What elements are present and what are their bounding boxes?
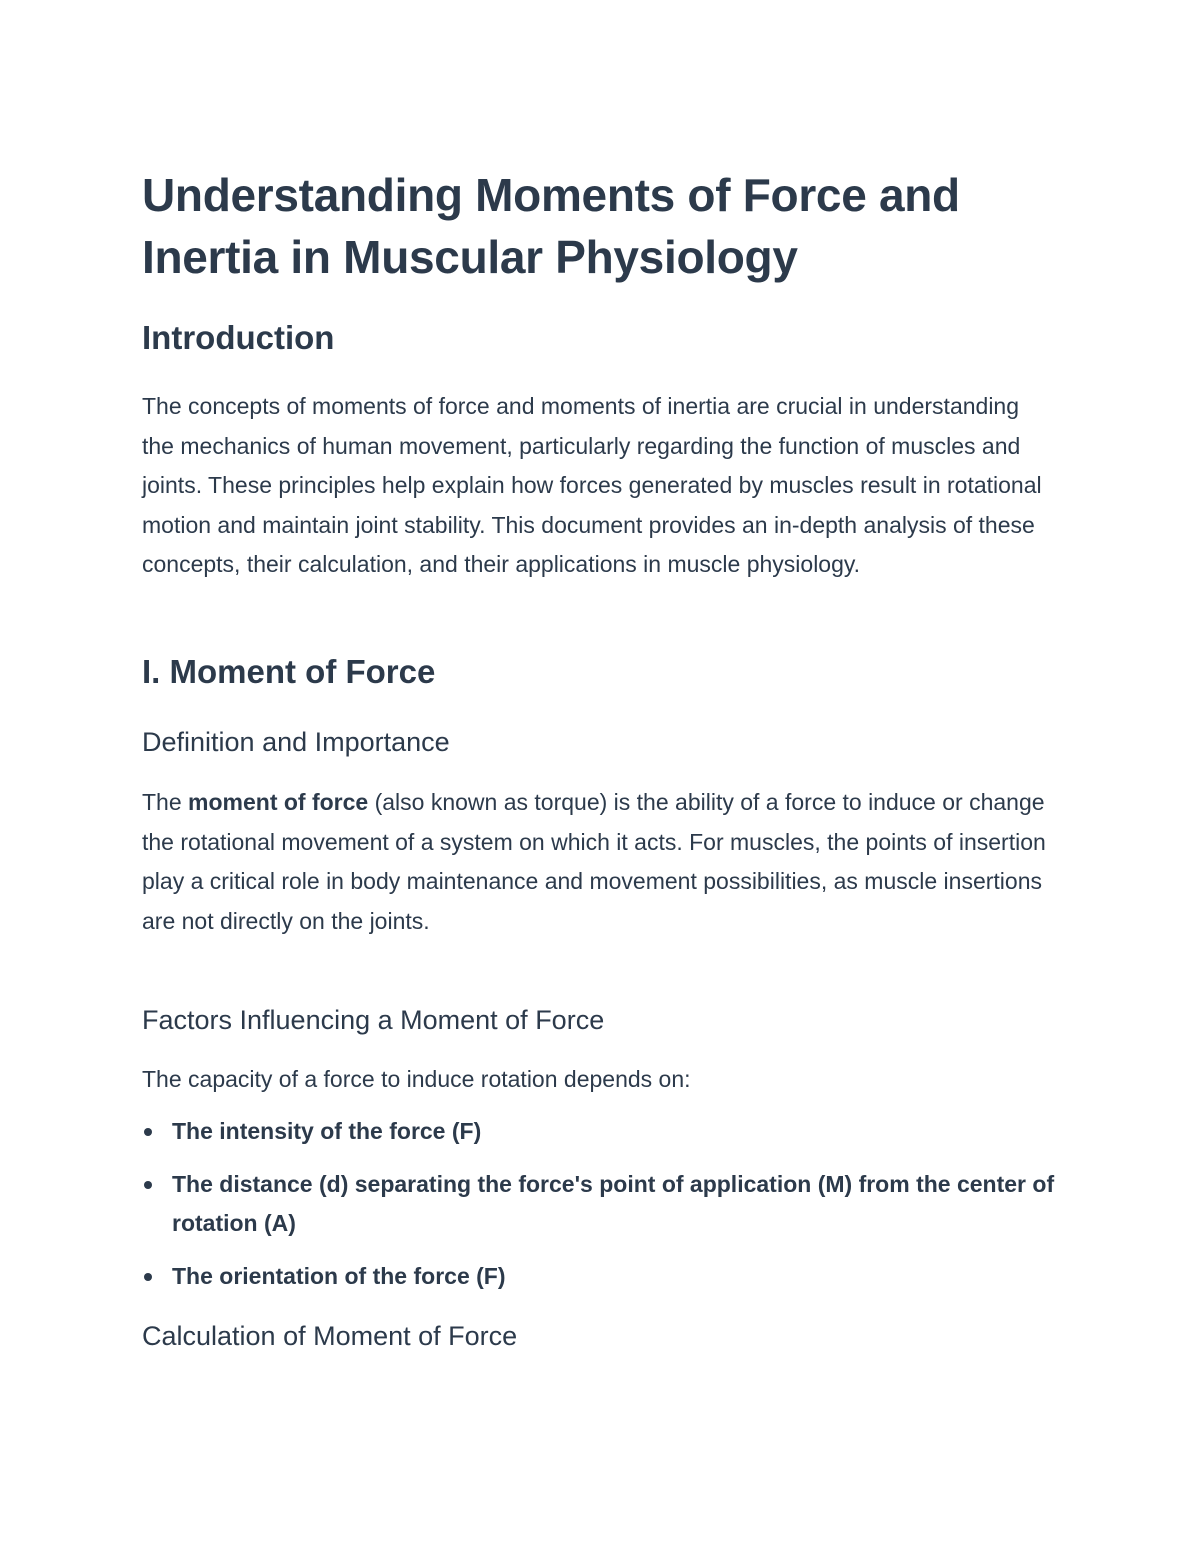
list-item-text: The distance (d) separating the force's point of application (M) from the center of rotation (A) bbox=[172, 1170, 1055, 1236]
definition-paragraph bbox=[142, 783, 1057, 941]
factors-intro: The capacity of a force to induce rotation depends on: bbox=[142, 1066, 691, 1092]
bullet-icon bbox=[144, 1273, 152, 1281]
calculation-heading: Calculation of Moment of Force bbox=[142, 1321, 518, 1351]
factors-list bbox=[142, 1112, 1057, 1309]
document-title: Understanding Moments of Force and Inertia in Muscular Physiology bbox=[142, 169, 960, 283]
list-item bbox=[142, 1165, 1057, 1244]
list-item bbox=[142, 1112, 1057, 1152]
section-moment-of-force-heading: I. Moment of Force bbox=[142, 653, 436, 690]
list-item-text: The orientation of the force (F) bbox=[172, 1262, 506, 1289]
list-item-text: The intensity of the force (F) bbox=[172, 1118, 482, 1144]
definition-text-after: (also known as torque) is the ability of a force to induce or change the rotational movement of a system on which it acts. For muscles, the points of insertion play a critical role in body maintenance and movement possibilities, as muscle insertions are not directly on the joints. bbox=[142, 789, 1046, 934]
definition-bold-term: moment of force bbox=[188, 789, 369, 815]
introduction-heading: Introduction bbox=[142, 319, 335, 356]
bullet-icon bbox=[144, 1181, 152, 1189]
list-item bbox=[142, 1257, 1057, 1297]
introduction-paragraph: The concepts of moments of force and moments of inertia are crucial in understanding the mechanics of human movement, particularly regarding the function of muscles and joints. These principles help explain how forces generated by muscles result in rotational motion and maintain joint stability. This document provides an in-depth analysis of these concepts, their calculation, and their applications in muscle physiology. bbox=[142, 393, 1042, 577]
bullet-icon bbox=[144, 1128, 152, 1136]
definition-heading: Definition and Importance bbox=[142, 727, 450, 757]
factors-heading: Factors Influencing a Moment of Force bbox=[142, 1005, 605, 1035]
definition-text-before: The bbox=[142, 789, 189, 815]
